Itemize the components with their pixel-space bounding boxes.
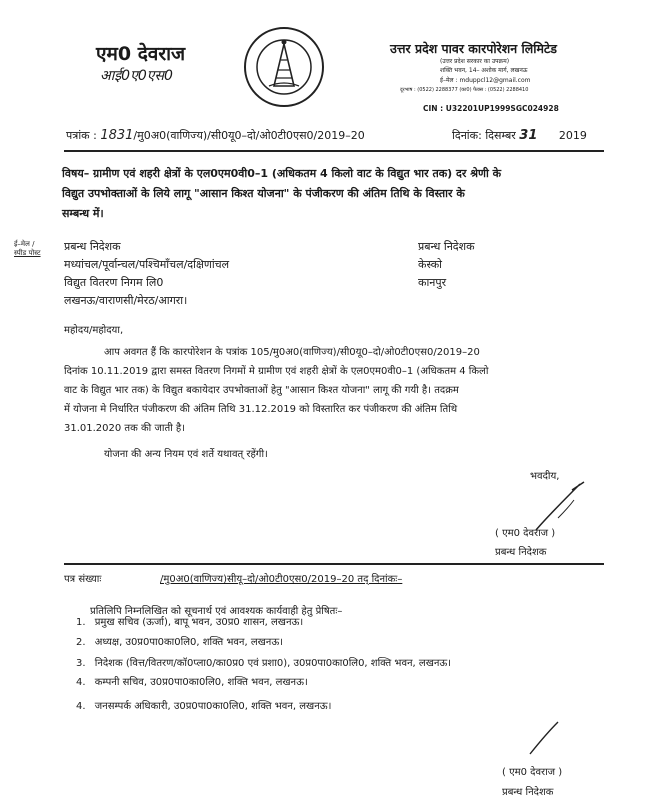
subject-line: विद्युत उपभोक्ताओं के लिये लागू "आसान किश्त योजना" के पंजीकरण की अंतिम तिथि के विस्तार के <box>62 187 465 200</box>
patra-sankhya-label: पत्र संख्याः <box>64 574 102 585</box>
body-line: 31.01.2020 तक की जाती है। <box>64 423 186 434</box>
stamp-line: स्पीड पोस्ट <box>14 249 41 257</box>
list-item <box>76 698 331 712</box>
addressee-line: प्रबन्ध निदेशक <box>64 240 121 253</box>
signatory-name: ( एम0 देवराज ) <box>495 528 556 539</box>
addressee-line: लखनऊ/वाराणसी/मेरठ/आगरा। <box>64 294 188 307</box>
item-text: निदेशक (वित्त/वितरण/कॉ0प्ला0/का0प्र0 एवं प्रशा0), उ0प्र0पा0का0लि0, शक्ति भवन, लखनऊ। <box>94 658 452 669</box>
subject-line: विषय– ग्रामीण एवं शहरी क्षेत्रों के एल0एम0वी0–1 (अधिकतम 4 किलो वाट के विद्युत भार तक) दर श्रेणी के <box>62 167 502 180</box>
item-num: 3. <box>76 658 86 669</box>
subject <box>62 164 501 224</box>
company-email: ई–मेल : mduppcl12@gmail.com <box>440 77 531 84</box>
list-item <box>76 655 451 669</box>
body-line: में योजना मे निर्धारित पंजीकरण की अंतिम तिथि 31.12.2019 को विस्तारित कर पंजीकरण की अंतिम तिथि <box>64 404 458 415</box>
list-item <box>76 614 303 628</box>
company-address: शक्ति भवन, 14– अशोक मार्ग, लखनऊ <box>440 67 528 74</box>
addressee-line: प्रबन्ध निदेशक <box>418 240 475 253</box>
company-logo <box>243 26 325 108</box>
company-cin: CIN : U32201UP1999SGC024928 <box>423 104 559 113</box>
signatory-name-2: ( एम0 देवराज ) <box>502 767 563 778</box>
addressee-line: केस्को <box>418 258 443 271</box>
officer-title: आई0ए0एस0 <box>100 68 173 84</box>
body-paragraph <box>64 343 488 438</box>
list-item <box>76 634 283 648</box>
section-rule <box>64 563 604 565</box>
stamp-line: ई–मेल / <box>14 240 35 248</box>
date-line <box>452 128 587 143</box>
body-line: आप अवगत हैं कि कारपोरेशन के पत्रांक 105/मु0अ0(वाणिज्य)/सी0यू0–दो/ओ0टी0एस0/2019–20 <box>104 347 480 358</box>
item-text: अध्यक्ष, उ0प्र0पा0का0लि0, शक्ति भवन, लखनऊ। <box>94 637 283 648</box>
header-rule <box>64 150 604 152</box>
item-text: प्रमुख सचिव (ऊर्जा), बापू भवन, उ0प्र0 शासन, लखनऊ। <box>94 617 304 628</box>
salutation: महोदय/महोदया, <box>64 325 124 336</box>
item-text: कम्पनी सचिव, उ0प्र0पा0का0लि0, शक्ति भवन, लखनऊ। <box>94 677 308 688</box>
patra-sankhya-ref: /मु0अ0(वाणिज्य)सीयू–दो/ओ0टी0एस0/2019–20 तद् दिनांकः– <box>160 574 403 585</box>
date-label: दिनांक: <box>452 129 482 142</box>
date-day: 31 <box>519 128 538 143</box>
dispatch-stamp <box>14 240 41 258</box>
bhavdiya: भवदीय, <box>530 471 560 482</box>
subject-line: सम्बन्ध में। <box>62 207 104 220</box>
date-month: दिसम्बर <box>485 129 516 142</box>
item-num: 4. <box>76 701 86 712</box>
signatory-designation: प्रबन्ध निदेशक <box>495 547 547 558</box>
addressee-line: विद्युत वितरण निगम लि0 <box>64 276 164 289</box>
item-num: 1. <box>76 617 86 628</box>
reference-line <box>66 128 365 143</box>
patrank-label: पत्रांक : <box>66 129 97 142</box>
company-subtitle: (उत्तर प्रदेश सरकार का उपक्रम) <box>440 58 510 65</box>
list-item <box>76 674 308 688</box>
addressee-line: कानपुर <box>418 276 447 289</box>
date-year: 2019 <box>558 129 587 142</box>
letter-number: 1831 <box>100 128 134 143</box>
body-line: वाट के विद्युत भार तक) के विद्युत बकायेदार उपभोक्ताओं हेतु "आसान किश्त योजना" लागू की गयी है। तदक्रम <box>64 385 459 396</box>
company-name: उत्तर प्रदेश पावर कारपोरेशन लिमिटेड <box>390 41 557 56</box>
item-num: 2. <box>76 637 86 648</box>
item-num: 4. <box>76 677 86 688</box>
signatory-designation-2: प्रबन्ध निदेशक <box>502 787 554 798</box>
item-text: जनसम्पर्क अधिकारी, उ0प्र0पा0का0लि0, शक्ति भवन, लखनऊ। <box>94 701 332 712</box>
logo-seal-icon <box>243 26 325 108</box>
body-line: दिनांक 10.11.2019 द्वारा समस्त वितरण निगमों मे ग्रामीण एवं शहरी क्षेत्रों के एल0एम0वी0–1 (अधिकतम 4 किलो <box>64 366 489 377</box>
closing-paragraph: योजना की अन्य नियम एवं शर्ते यथावत् रहेंगी। <box>104 449 268 460</box>
company-phone: दूरभाष : (0522) 2288377 (का0) फैक्स : (0522) 2288410 <box>400 87 529 93</box>
addressee-line: मध्यांचल/पूर्वान्चल/पश्चिमाँचल/दक्षिणांचल <box>64 258 230 271</box>
officer-name: एम0 देवराज <box>96 43 186 65</box>
initials-signature-icon <box>524 718 564 758</box>
addressee-left <box>64 238 229 310</box>
copy-intro: प्रतिलिपि निम्नलिखित को सूचनार्थ एवं आवश्यक कार्यवाही हेतु प्रेषितः– <box>90 606 343 617</box>
addressee-right <box>418 238 475 292</box>
letter-ref: /मु0अ0(वाणिज्य)/सी0यू0–दो/ओ0टी0एस0/2019–20 <box>133 129 365 142</box>
